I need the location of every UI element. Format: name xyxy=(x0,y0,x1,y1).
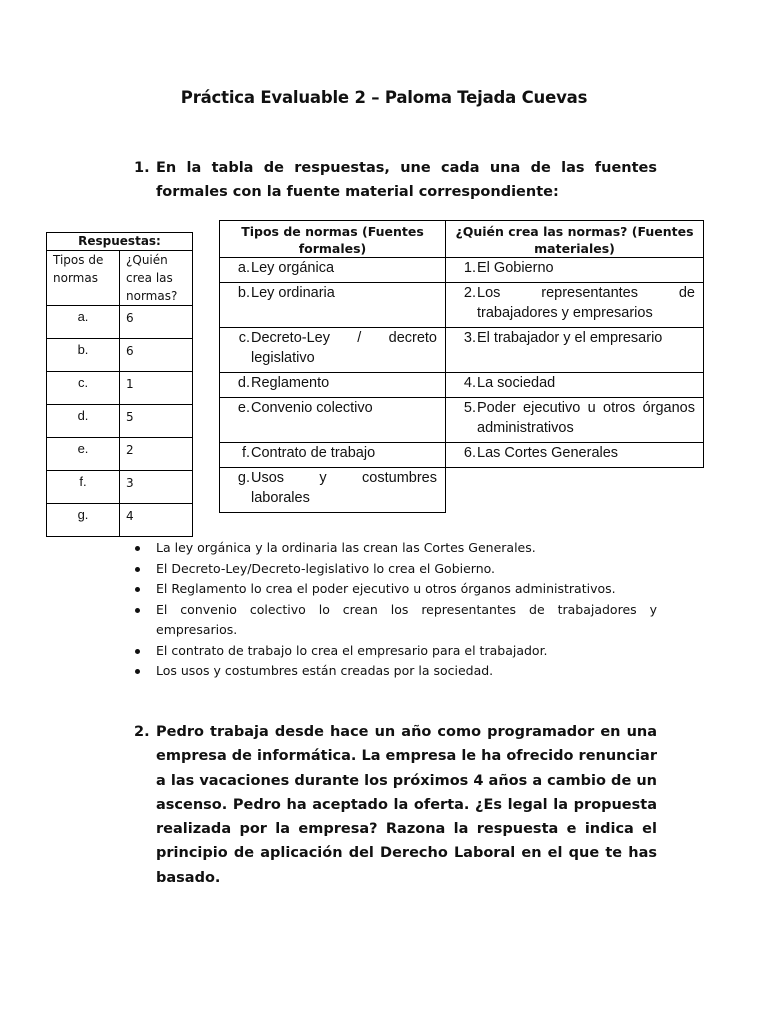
formal-source-cell xyxy=(220,258,446,283)
page-title: Práctica Evaluable 2 – Paloma Tejada Cuevas xyxy=(180,88,588,107)
answer-row xyxy=(47,438,193,471)
bullet-item: La ley orgánica y la ordinaria las crean las Cortes Generales. xyxy=(134,538,657,559)
answer-row xyxy=(47,372,193,405)
matching-row xyxy=(220,258,704,283)
formal-source-text: Usos y costumbres laborales xyxy=(251,470,437,506)
answer-value: 5 xyxy=(120,405,193,438)
answer-row xyxy=(47,471,193,504)
answer-letter: b. xyxy=(47,339,120,372)
material-source-cell xyxy=(446,373,704,398)
question-2 xyxy=(134,720,657,890)
material-source-cell xyxy=(446,328,704,373)
bullet-item: El convenio colectivo lo crean los representantes de trabajadores y empresarios. xyxy=(134,600,657,641)
formal-source-label: d. xyxy=(237,375,250,391)
material-source-text: Las Cortes Generales xyxy=(477,445,619,461)
formal-source-text: Ley orgánica xyxy=(251,260,335,276)
formal-source-cell xyxy=(220,373,446,398)
formal-source-cell xyxy=(220,283,446,328)
answer-letter: a. xyxy=(47,306,120,339)
question-1 xyxy=(134,156,657,204)
material-source-label: 5. xyxy=(463,400,476,416)
formal-source-text: Ley ordinaria xyxy=(251,285,335,301)
formal-source-label: a. xyxy=(237,260,250,276)
bullet-item: El Decreto-Ley/Decreto-legislativo lo crea el Gobierno. xyxy=(134,559,657,580)
answer-value: 2 xyxy=(120,438,193,471)
formal-source-text: Contrato de trabajo xyxy=(251,445,376,461)
answer-bullet-list xyxy=(134,538,657,682)
material-source-cell xyxy=(446,398,704,443)
material-source-text: Los representantes de trabajadores y empresarios xyxy=(477,285,695,321)
material-source-text: Poder ejecutivo u otros órganos administrativos xyxy=(477,400,695,436)
formal-source-label: c. xyxy=(238,330,250,346)
bullet-item: El Reglamento lo crea el poder ejecutivo u otros órganos administrativos. xyxy=(134,579,657,600)
material-source-label: 3. xyxy=(463,330,476,346)
matching-table xyxy=(219,220,704,513)
answer-row xyxy=(47,306,193,339)
header-formal-sources: Tipos de normas (Fuentes formales) xyxy=(220,221,446,258)
answer-letter: f. xyxy=(47,471,120,504)
matching-row xyxy=(220,398,704,443)
header-material-sources: ¿Quién crea las normas? (Fuentes materiales) xyxy=(446,221,704,258)
answer-letter: e. xyxy=(47,438,120,471)
material-source-text: La sociedad xyxy=(477,375,556,391)
bullet-item: Los usos y costumbres están creadas por la sociedad. xyxy=(134,661,657,682)
answer-value: 6 xyxy=(120,339,193,372)
answer-row xyxy=(47,405,193,438)
material-source-label: 2. xyxy=(463,285,476,301)
formal-source-label: b. xyxy=(237,285,250,301)
formal-source-cell xyxy=(220,443,446,468)
answers-table xyxy=(46,232,193,537)
formal-source-cell xyxy=(220,398,446,443)
formal-source-cell xyxy=(220,328,446,373)
empty-cell xyxy=(446,468,704,513)
material-source-cell xyxy=(446,258,704,283)
material-source-cell xyxy=(446,283,704,328)
answer-letter: d. xyxy=(47,405,120,438)
formal-source-cell xyxy=(220,468,446,513)
answer-value: 1 xyxy=(120,372,193,405)
answers-table-title: Respuestas: xyxy=(47,233,193,251)
formal-source-text: Reglamento xyxy=(251,375,330,391)
answer-row xyxy=(47,504,193,537)
answer-value: 4 xyxy=(120,504,193,537)
answer-value: 3 xyxy=(120,471,193,504)
question-2-text: Pedro trabaja desde hace un año como programador en una empresa de informática. La empresa le ha ofrecido renunciar a las vacaciones durante los próximos 4 años a cambio de un ascenso. Pedro ha aceptado la oferta. ¿Es legal la propuesta realizada por la empresa? Razona la respuesta e indica el principio de aplicación del Derecho Laboral en el que te has basado. xyxy=(156,724,657,886)
matching-row xyxy=(220,328,704,373)
answer-letter: g. xyxy=(47,504,120,537)
material-source-text: El trabajador y el empresario xyxy=(477,330,663,346)
answers-col-who: ¿Quién crea las normas? xyxy=(120,251,193,306)
material-source-label: 4. xyxy=(463,375,476,391)
answer-letter: c. xyxy=(47,372,120,405)
question-2-number: 2. xyxy=(134,724,150,740)
matching-row xyxy=(220,443,704,468)
matching-row xyxy=(220,373,704,398)
answer-value: 6 xyxy=(120,306,193,339)
material-source-label: 1. xyxy=(463,260,476,276)
question-1-text: En la tabla de respuestas, une cada una de las fuentes formales con la fuente material correspondiente: xyxy=(156,160,657,200)
material-source-cell xyxy=(446,443,704,468)
answer-row xyxy=(47,339,193,372)
material-source-label: 6. xyxy=(463,445,476,461)
answers-col-types: Tipos de normas xyxy=(47,251,120,306)
formal-source-label: e. xyxy=(237,400,250,416)
formal-source-text: Decreto-Ley / decreto legislativo xyxy=(251,330,437,366)
matching-row xyxy=(220,468,704,513)
question-1-number: 1. xyxy=(134,160,150,176)
formal-source-text: Convenio colectivo xyxy=(251,400,373,416)
formal-source-label: f. xyxy=(241,445,250,461)
bullet-item: El contrato de trabajo lo crea el empresario para el trabajador. xyxy=(134,641,657,662)
formal-source-label: g. xyxy=(237,470,250,486)
matching-row xyxy=(220,283,704,328)
material-source-text: El Gobierno xyxy=(477,260,554,276)
